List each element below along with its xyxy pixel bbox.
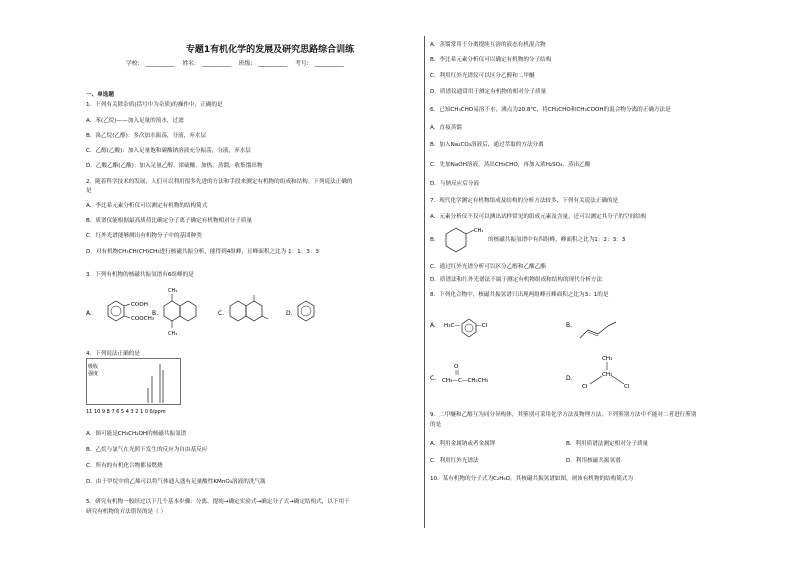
q9-option-c: C．利用红外光谱法 xyxy=(430,458,479,464)
q8d-ch3-top: CH₃ xyxy=(602,356,613,362)
q8a-cl: —Cl xyxy=(476,323,488,329)
q6-option-a: A．直接蒸馏 xyxy=(430,125,462,131)
q8-label-b: B. xyxy=(566,322,573,329)
spectrum-xaxis: 11 10 9 8 7 6 5 4 3 2 1 0 δ/ppm xyxy=(86,409,166,415)
q7-option-b-text: 的核磁共振氢谱中有四组峰，峰面积之比为1：2：3：3 xyxy=(488,237,626,243)
question-2: 2．随着科学技术的发展，人们可以利用很多先进的方法和手段来测定有机物的组成和结构。下列说法正确的 xyxy=(86,179,353,185)
cyclohexane-ring-c1 xyxy=(230,301,246,321)
exam-no-field[interactable]: 考号: __________ xyxy=(295,58,344,67)
q8c-formula: CH₃—C—CH₂CH₃ xyxy=(442,378,489,384)
q3b-ch3-bottom: CH₃ xyxy=(168,331,178,337)
q5-option-d: D．质谱仪通常用于测定有机物的相对分子质量 xyxy=(430,89,547,95)
q7-option-c: C．通过红外光谱分析可以区分乙醇和乙酸乙酯 xyxy=(430,264,546,270)
question-10: 10．某有机物的分子式为C₂H₆O，其核磁共振氢谱如图，则该有机物的结构简式为 xyxy=(430,476,634,482)
spectrum-frame xyxy=(87,359,181,405)
q2-option-c: C．红外光谱能够测出有机物分子中的基团种类 xyxy=(86,233,202,239)
q3-label-d: D. xyxy=(286,310,293,317)
q1-option-c: C．乙醇(乙酸)：加入足量饱和碳酸钠溶液充分振荡，分液，弃水层 xyxy=(86,148,251,154)
section-heading: 一、单选题 xyxy=(86,92,114,98)
q6-option-d: D．与钠反应后分液 xyxy=(430,181,480,187)
q8-structures xyxy=(430,304,760,424)
spectrum-ylabel-2: 强度 xyxy=(88,371,99,377)
question-5: 5．研究有机物一般经过以下几个基本步骤：分离、提纯→确定实验式→确定分子式→确定结构式，以下用于 xyxy=(86,499,350,505)
benzene-ring-q8a xyxy=(462,319,476,337)
benzene-ring-d xyxy=(298,301,314,321)
page-title: 专题1有机化学的发展及研究思路综合训练 xyxy=(185,45,355,55)
naphthalene-ring-2 xyxy=(180,301,196,321)
q5-option-b: B．李比希元素分析仪可以确定有机物的分子结构 xyxy=(430,57,552,63)
q6-option-c: C．先加NaOH溶液，蒸出CH₃CHO，再加入浓H₂SO₄，蒸出乙酸 xyxy=(430,162,591,168)
q2-option-a: A．李比希元素分析仪可以测定有机物的结构简式 xyxy=(86,203,208,209)
q3-structures xyxy=(86,282,416,342)
q8a-h3c: H₃C— xyxy=(444,323,460,329)
school-label: 学校: xyxy=(126,61,140,67)
school-field[interactable]: 学校: __________ xyxy=(126,58,175,67)
q1-option-b: B．溴乙烷(乙醇)：多次加水振荡，分液，弃水层 xyxy=(86,133,207,139)
butene-chain xyxy=(580,322,616,338)
q1-option-a: A．苯(乙烷)——加入足量的溴水，过滤 xyxy=(86,118,184,124)
cyclohexane-ring-c2 xyxy=(246,301,262,321)
question-7: 7．现代化学测定有机物组成及结构的分析方法较多，下列有关说法正确的是 xyxy=(430,198,619,204)
q8d-cl-left: Cl xyxy=(582,384,588,390)
question-4: 4．下列说法正确的是 xyxy=(86,351,140,357)
question-1: 1．下列有关除杂质(括号中为杂质)的操作中，正确的是 xyxy=(86,102,223,108)
q7-option-b-prefix: B． xyxy=(430,237,440,243)
q3-label-b: B. xyxy=(152,310,159,317)
class-label: 班级: xyxy=(238,61,253,67)
question-8: 8．下列化合物中，核磁共振氢谱只出现两组峰且峰面积之比为3：1的是 xyxy=(430,292,609,298)
question-9-cont: 的是 xyxy=(430,422,442,428)
question-2-cont: 是 xyxy=(86,188,92,194)
class-field[interactable]: 班级: __________ xyxy=(239,58,288,67)
q3-label-c: C. xyxy=(218,310,225,317)
q4-option-c: C．所有的有机化合物都易燃烧 xyxy=(86,463,163,469)
question-9: 9．二甲醚和乙醇互为同分异构体，其鉴别可采用化学方法及物理方法，下列鉴别方法中不能对二者进行鉴别 xyxy=(430,412,697,418)
q7b-ch3: CH₃ xyxy=(474,228,484,234)
q9-option-a: A．利用金属钠或者金属钾 xyxy=(430,441,496,447)
q1-option-d: D．乙酸乙酯(乙酸)：加入足量乙醇、浓硫酸，加热，蒸馏，收集馏出物 xyxy=(86,163,263,169)
q7-option-d: D．质谱法和红外光谱法不属于测定有机物组成和结构的现代分析方法 xyxy=(430,277,603,283)
q3-label-a: A. xyxy=(86,310,92,317)
q2-option-b: B．质谱仪能根据最高质荷比确定分子离子确定有机物相对分子质量 xyxy=(86,218,253,224)
name-field[interactable]: 姓名: __________ xyxy=(182,58,231,67)
q4-option-a: A．图可能是CH₃CH₂OH的核磁共振氢谱 xyxy=(86,431,187,437)
q3a-cooch3: COOCH₃ xyxy=(131,316,155,322)
cyclohexane-ring xyxy=(446,228,466,252)
column-divider xyxy=(424,36,425,528)
exam-no-label: 考号: xyxy=(295,61,309,67)
question-5-cont: 研究有机物的方法错误的是（ ） xyxy=(86,509,167,515)
question-6: 6．已知CH₃CHO易溶于水，沸点为20.8℃，将CH₃CHO和CH₃COOH的混合物分离的正确方法是 xyxy=(430,107,671,113)
benzene-ring-a xyxy=(108,301,124,321)
q3a-cooh: COOH xyxy=(131,302,148,308)
name-label: 姓名: xyxy=(182,61,196,67)
q8d-ch3-mid: CH₃ xyxy=(602,372,613,378)
question-3: 3．下列有机物的核磁共振氢谱有6组峰的是 xyxy=(86,272,194,278)
q4-option-d: D．由于甲烷中的乙烯可以将气体通入盛有足量酸性KMnO₄溶液的洗气瓶 xyxy=(86,479,266,485)
naphthalene-ring-1 xyxy=(164,301,180,321)
q9-option-b: B．利用质谱法测定相对分子质量 xyxy=(566,441,649,447)
q2-option-d: D．对有机物CH₃CH(CH)CH₃进行核磁共振分析，能得到4组峰，且峰面积之比为 1：1：3：3 xyxy=(86,249,319,255)
q4-nmr-spectrum xyxy=(86,358,206,418)
q5-option-c: C．利用红外光谱仪可以区分乙醇和二甲醚 xyxy=(430,73,535,79)
student-info-line xyxy=(126,58,426,67)
q3b-ch3-top: CH₃ xyxy=(168,288,178,294)
q6-option-b: B．加入Na₂CO₃溶液后，通过萃取的方法分离 xyxy=(430,142,544,148)
q8-label-d: D. xyxy=(566,375,573,382)
q7-option-a: A．元素分析仪不仅可以测出试样常见的组成元素及含量，还可以测定其分子的空间结构 xyxy=(430,214,647,220)
q8-label-a: A. xyxy=(430,322,436,329)
q8d-cl-right: Cl xyxy=(624,384,630,390)
q8c-oxygen: O xyxy=(454,364,459,370)
q4-option-b: B．乙烷与氯气在光照下发生的反应为自由基反应 xyxy=(86,447,208,453)
q8-label-c: C. xyxy=(430,375,437,382)
q9-option-d: D．利用核磁共振氢谱 xyxy=(566,458,621,464)
spectrum-ylabel-1: 吸收 xyxy=(88,364,99,370)
q5-option-a: A．蒸馏常用于分离提纯互溶的液态有机混合物 xyxy=(430,42,546,48)
